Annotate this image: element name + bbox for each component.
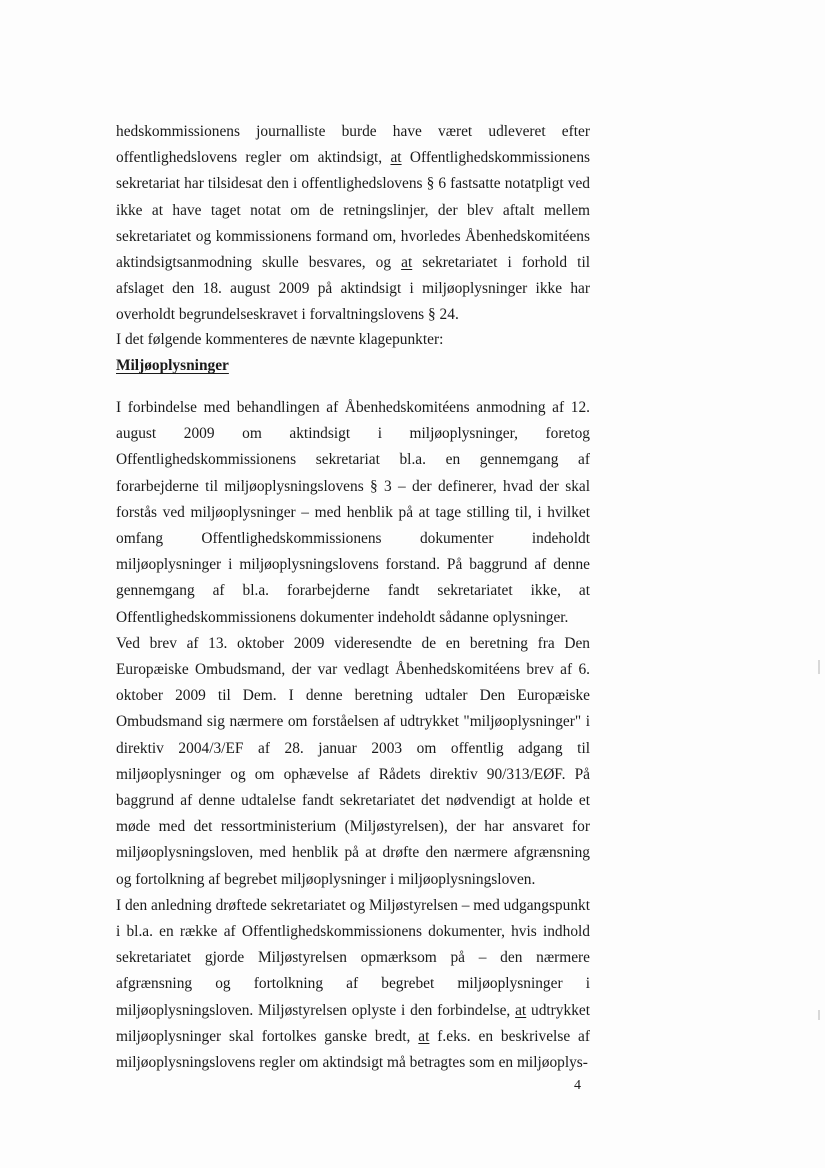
- paragraph-letter: Ved brev af 13. oktober 2009 videresendte de en beretning fra Den Europæiske Ombudsmand, der var vedlagt Åbenhedskomitéens brev af 6. oktober 2009 til Dem. I denne beretning udtaler Den Europæiske Ombudsmand sig nærmere om forståelsen af udtrykket "miljøoplysninger" i direktiv 2004/3/EF af 28. januar 2003 om offentlig adgang til miljøoplysninger og om ophævelse af Rådets direktiv 90/313/EØF. På baggrund af denne udtalelse fandt sekretariatet det nødvendigt at holde et møde med det ressortministerium (Miljøstyrelsen), der har ansvaret for miljøoplysningsloven, med henblik på at drøfte den nærmere afgrænsning og fortolkning af begrebet miljøoplysninger i miljøoplysningsloven.: [116, 634, 590, 888]
- underlined-word: at: [515, 1001, 527, 1019]
- underlined-word: at: [418, 1027, 430, 1045]
- underlined-word: at: [390, 149, 402, 167]
- underlined-word: at: [401, 254, 413, 272]
- paragraph-processing: I forbindelse med behandlingen af Åbenhedskomitéens anmodning af 12. august 2009 om aktindsigt i miljøoplysninger, foretog Offentlighedskommissionens sekretariat bl.a. en gennemgang af forarbejderne til miljøoplysningslovens § 3 – der definerer, hvad der skal forstås ved miljøoplysninger – med henblik på at tage stilling til, i hvilket omfang Offentlighedskommissionens dokumenter indeholdt miljøoplysninger i miljøoplysningslovens forstand. På baggrund af denne gennemgang af bl.a. forarbejderne fandt sekretariatet ikke, at Offentlighedskommissionens dokumenter indeholdt sådanne oplysninger.: [116, 399, 590, 626]
- text-span: sekretariatet i forhold til afslaget den 18. august 2009 på aktindsigt i miljøoplysninger ikke har overholdt begrundelseskravet i forvaltningslovens § 24.: [116, 254, 590, 324]
- paragraph-discussion: [116, 893, 590, 1076]
- page-number: 4: [574, 1078, 581, 1093]
- paragraph-comments-intro: I det følgende kommenteres de nævnte klagepunkter:: [116, 331, 444, 348]
- text-span: f.eks. en beskrivelse af miljøoplysningslovens regler om aktindsigt må betragtes som en miljøoplys-: [116, 1027, 590, 1072]
- text-span: I den anledning drøftede sekretariatet og Miljøstyrelsen – med udgangspunkt i bl.a. en række af Offentlighedskommissionens dokumenter, hvis indhold sekretariatet gjorde Miljøstyrelsen opmærksom på – den nærmere afgrænsning og fortolkning af begrebet miljøoplysninger i miljøoplysningsloven. Miljøstyrelsen oplyste i den forbindelse,: [116, 896, 590, 1019]
- section-heading: Miljøoplysninger: [116, 357, 229, 374]
- paragraph-intro: [116, 119, 591, 324]
- document-body: [116, 119, 590, 1076]
- scan-edge-mark: [818, 660, 820, 674]
- text-span: hedskommissionens journalliste burde have været udleveret efter offentlighedslovens regler om aktindsigt,: [116, 123, 590, 167]
- text-span: Offentlighedskommissionens sekretariat har tilsidesat den i offentlighedslovens § 6 fastsatte notatpligt ved ikke at have taget notat om de retningslinjer, der blev aftalt mellem sekretariatet og kommissionens formand om, hvorledes Åbenhedskomitéens aktindsigtsanmodning skulle besvares, og: [116, 149, 591, 272]
- scan-edge-mark: [818, 1010, 820, 1020]
- text-span: udtrykket miljøoplysninger skal fortolkes ganske bredt,: [116, 1001, 591, 1045]
